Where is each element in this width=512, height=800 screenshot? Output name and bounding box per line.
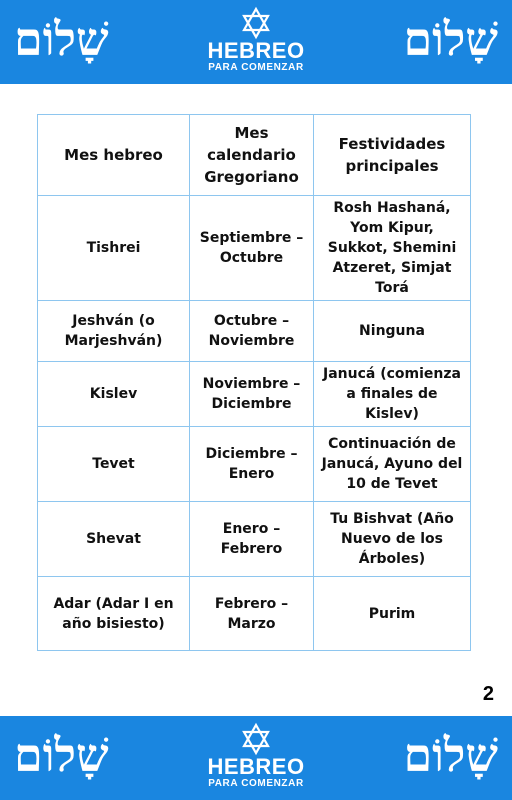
logo-subtitle: PARA COMENZAR [208,62,304,73]
shalom-hebrew-left: שָׁלוֹם [14,12,109,66]
page-number: 2 [482,683,494,705]
cell-gregorian-month: Noviembre – Diciembre [190,362,314,427]
logo-subtitle: PARA COMENZAR [208,778,304,789]
table-row [38,502,471,577]
footer-band [0,716,512,800]
table-row [38,427,471,502]
cell-gregorian-month: Octubre – Noviembre [190,301,314,362]
cell-festivities: Rosh Hashaná, Yom Kipur, Sukkot, Shemini Atzeret, Simjat Torá [314,196,471,301]
cell-festivities: Tu Bishvat (Año Nuevo de los Árboles) [314,502,471,577]
cell-hebrew-month: Jeshván (o Marjeshván) [38,301,190,362]
cell-festivities: Purim [314,577,471,651]
cell-festivities: Janucá (comienza a finales de Kislev) [314,362,471,427]
shalom-hebrew-right: שָׁלוֹם [403,12,498,66]
star-of-david-icon [239,722,273,756]
cell-gregorian-month: Enero – Febrero [190,502,314,577]
cell-gregorian-month: Diciembre – Enero [190,427,314,502]
table-row [38,362,471,427]
header-band [0,0,512,84]
cell-hebrew-month: Shevat [38,502,190,577]
hebrew-calendar-table [37,114,471,651]
header-hebrew-month: Mes hebreo [38,115,190,196]
table-row [38,301,471,362]
table-row [38,577,471,651]
header-festivities: Festividades principales [314,115,471,196]
shalom-hebrew-right: שָׁלוֹם [403,728,498,782]
logo-title: HEBREO [207,38,305,63]
cell-hebrew-month: Tevet [38,427,190,502]
cell-festivities: Continuación de Janucá, Ayuno del 10 de Tevet [314,427,471,502]
cell-hebrew-month: Adar (Adar I en año bisiesto) [38,577,190,651]
cell-gregorian-month: Septiembre – Octubre [190,196,314,301]
cell-hebrew-month: Tishrei [38,196,190,301]
logo-title: HEBREO [207,754,305,779]
cell-hebrew-month: Kislev [38,362,190,427]
cell-gregorian-month: Febrero – Marzo [190,577,314,651]
header-gregorian-month: Mes calendario Gregoriano [190,115,314,196]
table-header-row [38,115,471,196]
shalom-hebrew-left: שָׁלוֹם [14,728,109,782]
table-row [38,196,471,301]
cell-festivities: Ninguna [314,301,471,362]
star-of-david-icon [239,6,273,40]
